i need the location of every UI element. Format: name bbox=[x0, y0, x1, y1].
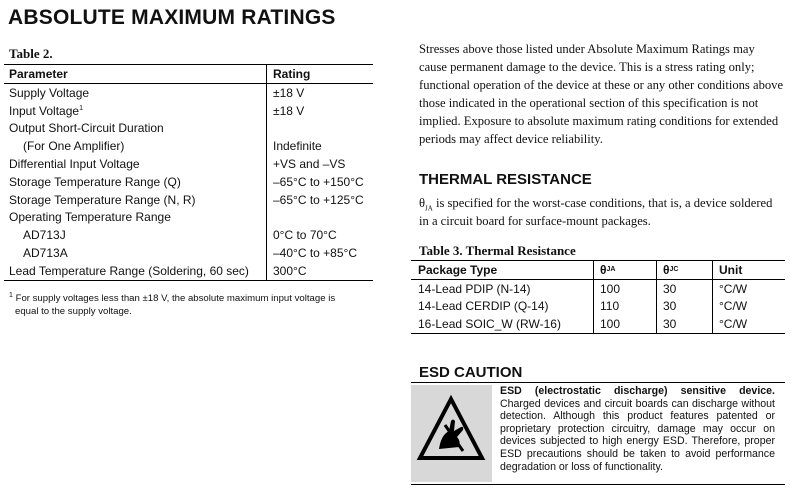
table2-header bbox=[4, 64, 373, 84]
table2-rating bbox=[266, 120, 373, 138]
table2-rating: 300°C bbox=[266, 262, 373, 280]
table2-parameter: AD713A bbox=[23, 246, 68, 261]
table2-row bbox=[4, 137, 373, 155]
esd-warning-icon bbox=[411, 385, 492, 482]
esd-body: Charged devices and circuit boards can discharge without detection. Although this product features patented or proprietary protection circuitry, damage may occur on devices subjected to high energy ESD. Therefore, proper ESD precautions should be taken to avoid performance degradation or loss of functionality. bbox=[500, 397, 775, 473]
thermal-text: is specified for the worst-case conditions, that is, a device soldered in a circuit board for surface-mount packages. bbox=[419, 196, 773, 228]
table3-header-theta-jc: θ JC bbox=[656, 261, 712, 279]
table3-cell-jc: 30 bbox=[656, 280, 712, 298]
footnote-mark: 1 bbox=[9, 291, 13, 299]
theta-subscript: JA bbox=[425, 204, 433, 213]
table3-header-unit: Unit bbox=[712, 261, 785, 279]
thermal-paragraph bbox=[419, 194, 784, 230]
table2-rating: +VS and –VS bbox=[266, 155, 373, 173]
esd-bottom-rule bbox=[411, 484, 785, 485]
esd-title: ESD (electrostatic discharge) sensitive device. bbox=[500, 385, 775, 397]
table2-parameter: Differential Input Voltage bbox=[9, 157, 140, 172]
table2-rating bbox=[266, 209, 373, 227]
table2-parameter: Output Short-Circuit Duration bbox=[9, 121, 164, 136]
table3-cell-pkg: 14-Lead PDIP (N-14) bbox=[418, 281, 531, 296]
esd-text bbox=[500, 385, 775, 473]
table2-row bbox=[4, 173, 373, 191]
table2-rating: –40°C to +85°C bbox=[266, 244, 373, 262]
table2-parameter: (For One Amplifier) bbox=[23, 139, 125, 154]
table2-parameter: Lead Temperature Range (Soldering, 60 sec) bbox=[9, 263, 249, 278]
table3-cell-jc: 30 bbox=[656, 315, 712, 333]
table3-row bbox=[411, 315, 785, 334]
table3-cell-jc: 30 bbox=[656, 298, 712, 316]
absolute-max-table bbox=[4, 64, 373, 281]
table2-parameter: Storage Temperature Range (Q) bbox=[9, 174, 181, 189]
table2-rating: –65°C to +150°C bbox=[266, 173, 373, 191]
table3-header bbox=[411, 260, 785, 280]
thermal-heading: THERMAL RESISTANCE bbox=[419, 171, 592, 188]
table3-header-theta-ja: θ JA bbox=[593, 261, 656, 279]
table2-row bbox=[4, 155, 373, 173]
table2-parameter: Input Voltage$^1$ bbox=[9, 103, 83, 118]
table3-cell-ja: 110 bbox=[593, 298, 656, 316]
table2-row bbox=[4, 226, 373, 244]
table2-row bbox=[4, 120, 373, 138]
table3-cell-unit: °C/W bbox=[712, 315, 785, 333]
table2-rating: Indefinite bbox=[266, 137, 373, 155]
table2-row bbox=[4, 244, 373, 262]
theta-symbol: θ bbox=[419, 196, 426, 210]
table2-rating: ±18 V bbox=[266, 102, 373, 120]
esd-top-rule bbox=[411, 382, 785, 383]
table3-cell-unit: °C/W bbox=[712, 280, 785, 298]
table3-header-package: Package Type bbox=[418, 263, 498, 277]
table2-header-parameter: Parameter bbox=[9, 67, 68, 81]
table2-row bbox=[4, 262, 373, 281]
esd-heading: ESD CAUTION bbox=[419, 364, 523, 381]
table3-caption: Table 3. Thermal Resistance bbox=[419, 243, 576, 258]
table3-cell-unit: °C/W bbox=[712, 298, 785, 316]
table2-row bbox=[4, 102, 373, 120]
footnote bbox=[9, 293, 369, 318]
table2-parameter: Storage Temperature Range (N, R) bbox=[9, 192, 196, 207]
table2-row bbox=[4, 209, 373, 227]
table3-row bbox=[411, 280, 785, 298]
footnote-line2: equal to the supply voltage. bbox=[15, 305, 132, 317]
table3-cell-pkg: 16-Lead SOIC_W (RW-16) bbox=[418, 316, 561, 331]
table3-row bbox=[411, 298, 785, 316]
table2-caption: Table 2. bbox=[9, 46, 53, 61]
page-heading: ABSOLUTE MAXIMUM RATINGS bbox=[8, 6, 336, 29]
table3-cell-ja: 100 bbox=[593, 315, 656, 333]
stress-paragraph: Stresses above those listed under Absolute Maximum Ratings may cause permanent damage to the device. This is a stress rating only; functional operation of the device at these or any other conditions above those indicated in the operational section of this specification is not implied. Exposure to absolute maximum rating conditions for extended periods may affect device reliability. bbox=[419, 42, 784, 146]
table2-row bbox=[4, 191, 373, 209]
table2-rating: 0°C to 70°C bbox=[266, 226, 373, 244]
table3-cell-pkg: 14-Lead CERDIP (Q-14) bbox=[418, 299, 549, 314]
footnote-line1: For supply voltages less than ±18 V, the absolute maximum input voltage is bbox=[15, 293, 336, 304]
table3-cell-ja: 100 bbox=[593, 280, 656, 298]
table2-parameter: Operating Temperature Range bbox=[9, 210, 171, 225]
table2-row bbox=[4, 84, 373, 102]
thermal-resistance-table bbox=[411, 260, 785, 334]
table2-rating: ±18 V bbox=[266, 84, 373, 102]
table2-parameter: AD713J bbox=[23, 228, 66, 243]
table2-header-rating: Rating bbox=[266, 65, 373, 83]
table2-parameter: Supply Voltage bbox=[9, 85, 90, 100]
table2-rating: –65°C to +125°C bbox=[266, 191, 373, 209]
